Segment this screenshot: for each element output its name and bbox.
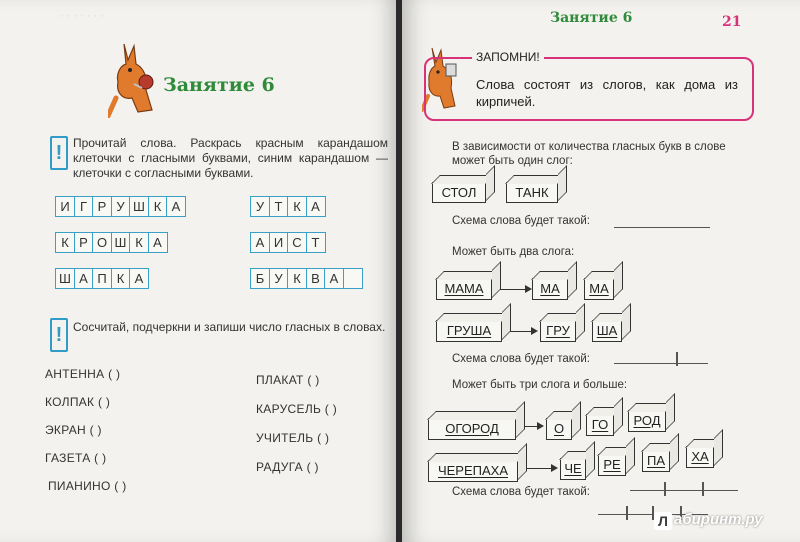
syllable-brick	[540, 320, 576, 342]
brick-label: ЧЕ	[564, 461, 582, 476]
syllable-brick	[628, 410, 666, 432]
count-word[interactable]: КАРУСЕЛЬ ( )	[256, 402, 338, 416]
letter-word-3	[55, 268, 148, 289]
count-word[interactable]: ПИАНИНО ( )	[48, 479, 127, 493]
brick-label: РОД	[633, 413, 661, 428]
brick-label: МАМА	[444, 281, 484, 296]
brick-label: ЧЕРЕПАХА	[437, 463, 509, 478]
letter-cell[interactable]: А	[166, 196, 186, 217]
syllable-brick	[584, 278, 614, 300]
letter-cell[interactable]: К	[111, 268, 131, 289]
lesson-title: Занятие 6	[163, 74, 275, 96]
letter-cell[interactable]: К	[148, 196, 168, 217]
count-word[interactable]: ПЛАКАТ ( )	[256, 373, 320, 387]
letter-cell[interactable]: К	[287, 268, 307, 289]
word-brick	[428, 460, 518, 482]
brick-label: ОГОРОД	[445, 421, 499, 436]
arrow-icon	[500, 289, 530, 290]
word-brick	[506, 182, 558, 203]
kangaroo-mascot-icon	[108, 38, 164, 118]
arrow-icon	[524, 426, 542, 427]
letter-cell[interactable]: А	[129, 268, 149, 289]
scheme-label: Схема слова будет такой:	[452, 353, 590, 365]
syllable-brick	[592, 320, 622, 342]
letter-cell[interactable]: А	[148, 232, 168, 253]
letter-cell[interactable]: У	[269, 268, 289, 289]
exclamation-icon: !	[50, 136, 68, 170]
scheme-label: Схема слова будет такой:	[452, 486, 590, 498]
three-syllables-label: Может быть три слога и больше:	[452, 379, 628, 391]
letter-cell[interactable]: А	[250, 232, 270, 253]
scheme-divider	[626, 506, 628, 520]
left-page	[0, 0, 398, 542]
syllable-brick	[598, 454, 626, 476]
scheme-line[interactable]	[614, 227, 710, 228]
count-word[interactable]: АНТЕННА ( )	[45, 367, 121, 381]
letter-cell[interactable]: Т	[306, 232, 326, 253]
letter-cell[interactable]: И	[269, 232, 289, 253]
syllable-brick	[586, 414, 614, 436]
letter-cell[interactable]: А	[306, 196, 326, 217]
letter-word-2	[55, 232, 166, 253]
count-word[interactable]: ЭКРАН ( )	[45, 423, 102, 437]
brick-label: МА	[540, 281, 560, 296]
brick-label: СТОЛ	[441, 185, 477, 200]
task-2-text: Сосчитай, подчеркни и запиши число гласных в словах.	[73, 320, 386, 334]
count-word[interactable]: ГАЗЕТА ( )	[45, 451, 107, 465]
brick-label: О	[553, 421, 565, 436]
letter-cell[interactable]: К	[55, 232, 75, 253]
arrow-icon	[526, 468, 556, 469]
header-title: Занятие 6	[550, 10, 633, 26]
letter-cell[interactable]: Ш	[55, 268, 75, 289]
letter-cell[interactable]: Г	[74, 196, 94, 217]
count-word[interactable]: КОЛПАК ( )	[45, 395, 111, 409]
scheme-divider	[676, 352, 678, 366]
scheme-line[interactable]	[630, 490, 738, 491]
labirint-logo-icon: Л	[654, 512, 672, 530]
bleed-through-text: · · · · · · ·	[60, 10, 104, 22]
letter-cell[interactable]: П	[92, 268, 112, 289]
syllable-brick	[686, 446, 714, 468]
word-brick	[436, 320, 502, 342]
letter-cell[interactable]: А	[324, 268, 344, 289]
letter-cell[interactable]: И	[55, 196, 75, 217]
intro-text: В зависимости от количества гласных букв в слове может быть один слог:	[452, 141, 726, 167]
remember-title: ЗАПОМНИ!	[472, 50, 544, 64]
letter-cell[interactable]: В	[306, 268, 326, 289]
remember-text: Слова состоят из слогов, как дома из кирпичей.	[476, 77, 738, 109]
scheme-divider	[702, 482, 704, 496]
brick-label: ПА	[646, 453, 665, 468]
count-word[interactable]: РАДУГА ( )	[256, 460, 319, 474]
letter-cell[interactable]: К	[129, 232, 149, 253]
letter-word-5	[250, 232, 324, 253]
task-1-text: Прочитай слова. Раскрась красным карандашом клеточки с гласными буквами, синим карандашом — клеточки с согласными буквами.	[73, 136, 388, 180]
brick-label: ГРУША	[446, 323, 492, 338]
syllable-brick	[532, 278, 568, 300]
watermark-text: абиринт.ру	[674, 511, 763, 528]
brick-label: МА	[589, 281, 609, 296]
page-number: 21	[722, 14, 742, 30]
letter-word-4	[250, 196, 324, 217]
letter-word-6	[250, 268, 361, 289]
word-brick	[436, 278, 492, 300]
syllable-brick	[546, 418, 572, 440]
letter-cell[interactable]: К	[287, 196, 307, 217]
letter-cell[interactable]: Р	[74, 232, 94, 253]
brick-label: РЕ	[603, 457, 621, 472]
letter-cell[interactable]: У	[111, 196, 131, 217]
brick-label: ГО	[591, 417, 609, 432]
count-word[interactable]: УЧИТЕЛЬ ( )	[256, 431, 330, 445]
two-syllables-label: Может быть два слога:	[452, 246, 575, 258]
letter-cell[interactable]: Б	[250, 268, 270, 289]
letter-cell[interactable]: Ш	[111, 232, 131, 253]
brick-label: ГРУ	[546, 323, 570, 338]
syllable-brick	[560, 458, 586, 480]
letter-cell[interactable]: С	[287, 232, 307, 253]
right-page	[402, 0, 800, 542]
syllable-brick	[642, 450, 670, 472]
letter-cell[interactable]: Р	[92, 196, 112, 217]
letter-cell[interactable]: А	[74, 268, 94, 289]
letter-cell[interactable]: О	[92, 232, 112, 253]
word-brick	[428, 418, 516, 440]
letter-word-1	[55, 196, 185, 217]
letter-cell[interactable]: У	[250, 196, 270, 217]
brick-label: ХА	[691, 449, 709, 464]
exclamation-icon: !	[50, 318, 68, 352]
letter-cell[interactable]: Ш	[129, 196, 149, 217]
arrow-icon	[510, 331, 536, 332]
brick-label: ША	[596, 323, 618, 338]
scheme-line[interactable]	[614, 363, 708, 364]
brick-label: ТАНК	[515, 185, 549, 200]
word-brick	[432, 182, 486, 203]
letter-cell[interactable]	[343, 268, 363, 289]
scheme-label: Схема слова будет такой:	[452, 215, 590, 227]
letter-cell[interactable]: Т	[269, 196, 289, 217]
scheme-divider	[664, 482, 666, 496]
